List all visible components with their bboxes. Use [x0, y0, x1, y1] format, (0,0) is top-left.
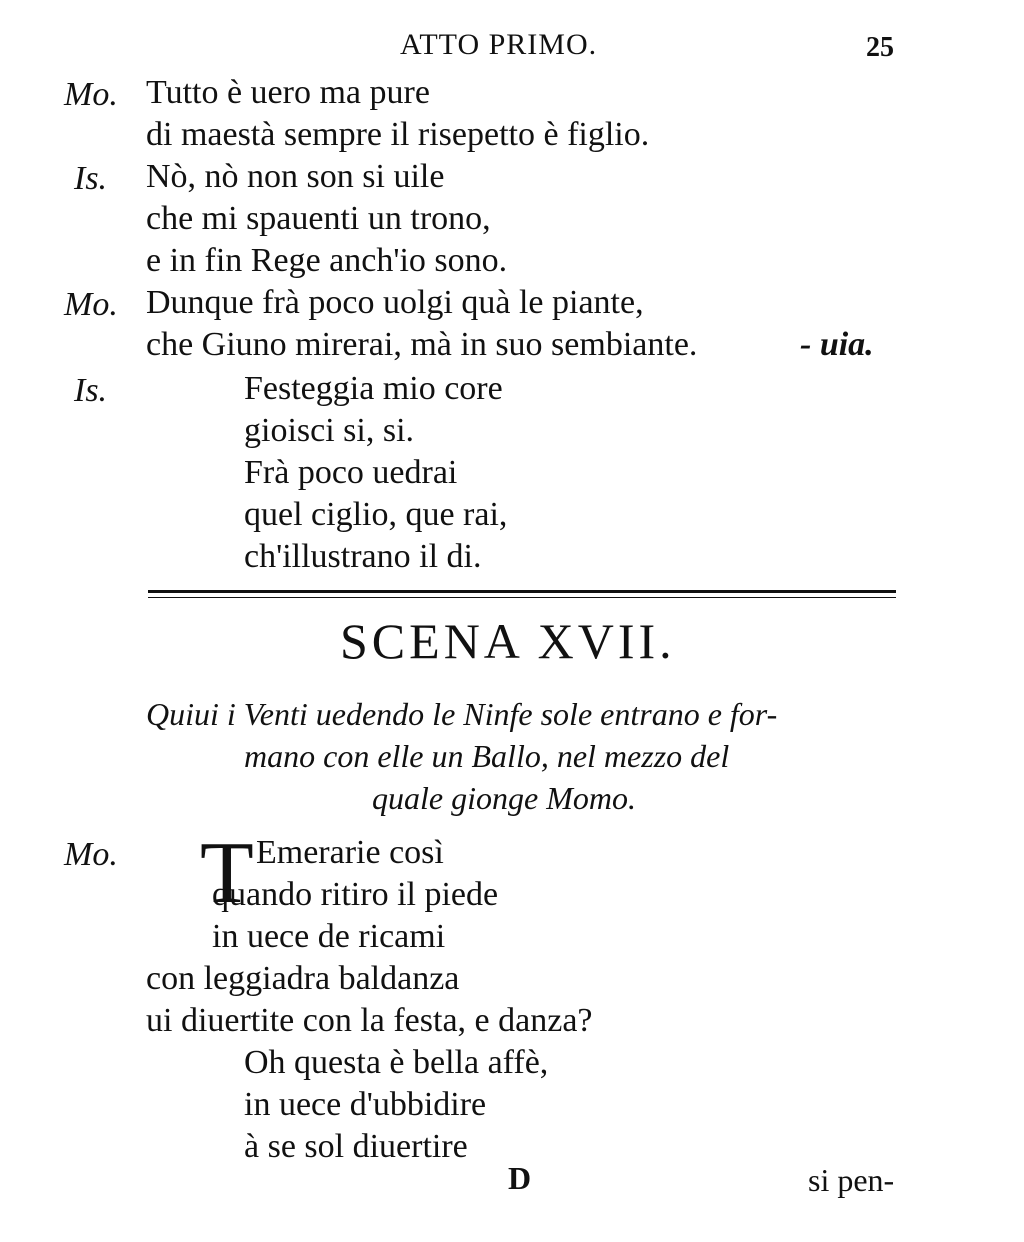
- verse-line: che Giuno mirerai, mà in suo sembiante.: [146, 326, 698, 363]
- verse-line: Nò, nò non son si uile: [146, 158, 445, 195]
- divider-thick: [148, 590, 896, 593]
- verse-line: Festeggia mio core: [244, 370, 503, 407]
- speaker-label: Mo.: [64, 76, 118, 113]
- verse-line: Tutto è uero ma pure: [146, 74, 430, 111]
- verse-line: à se sol diuertire: [244, 1128, 468, 1165]
- divider-thin: [148, 597, 896, 598]
- stage-direction-line: quale gionge Momo.: [372, 780, 636, 816]
- verse-line: con leggiadra baldanza: [146, 960, 460, 997]
- page-number: 25: [866, 32, 894, 63]
- signature-mark: D: [508, 1160, 532, 1196]
- verse-line: quando ritiro il piede: [212, 876, 499, 913]
- stage-aside: - uia.: [800, 326, 874, 363]
- speaker-label: Is.: [74, 372, 108, 409]
- verse-line: che mi spauenti un trono,: [146, 200, 491, 237]
- verse-line: in uece de ricami: [212, 918, 446, 955]
- verse-line: gioisci si, si.: [244, 412, 415, 449]
- stage-direction-line: mano con elle un Ballo, nel mezzo del: [244, 738, 730, 774]
- catchword: si pen-: [808, 1162, 895, 1198]
- verse-line: Oh questa è bella affè,: [244, 1044, 549, 1081]
- verse-line: ui diuertite con la festa, e danza?: [146, 1002, 593, 1039]
- speaker-label: Mo.: [64, 836, 118, 873]
- verse-line: Emerarie così: [256, 834, 444, 871]
- verse-line: quel ciglio, que rai,: [244, 496, 508, 533]
- verse-line: ch'illustrano il di.: [244, 538, 482, 575]
- drop-cap: T: [200, 825, 254, 922]
- running-header: ATTO PRIMO.: [400, 28, 598, 61]
- scene-title: SCENA XVII.: [340, 613, 676, 669]
- verse-line: Dunque frà poco uolgi quà le piante,: [146, 284, 644, 321]
- verse-line: e in fin Rege anch'io sono.: [146, 242, 508, 279]
- stage-direction-line: Quiui i Venti uedendo le Ninfe sole entrano e for-: [146, 696, 778, 732]
- speaker-label: Mo.: [64, 286, 118, 323]
- speaker-label: Is.: [74, 160, 108, 197]
- verse-line: in uece d'ubbidire: [244, 1086, 487, 1123]
- verse-line: di maestà sempre il risepetto è figlio.: [146, 116, 650, 153]
- verse-line: Frà poco uedrai: [244, 454, 458, 491]
